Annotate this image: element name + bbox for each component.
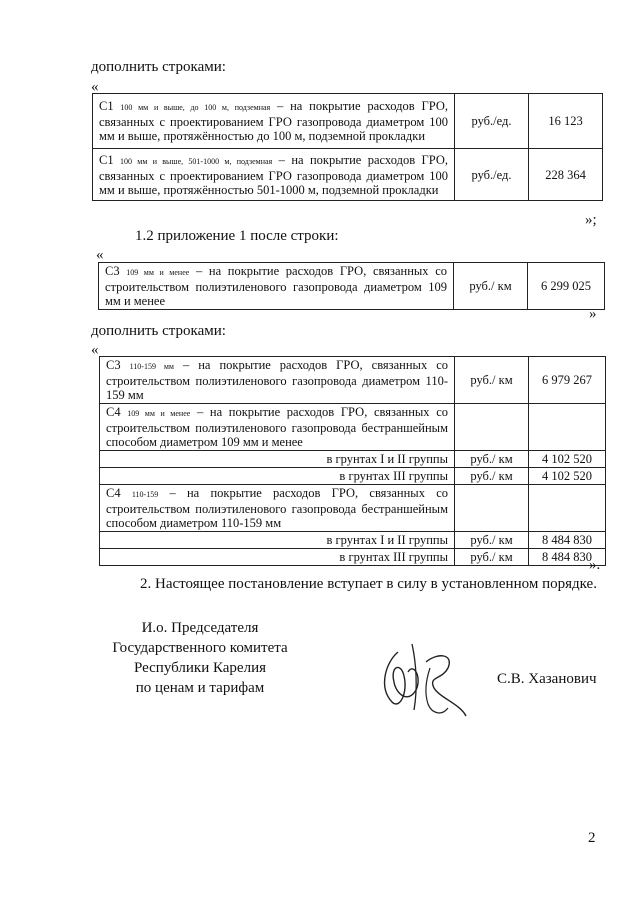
soil-group-label: в грунтах III группы [100,468,455,485]
row-unit: руб./ км [455,451,529,468]
soil-group-label: в грунтах III группы [100,549,455,566]
tariff-table-1 [92,93,603,201]
row-value-empty [529,404,606,451]
soil-group-label: в грунтах I и II группы [100,532,455,549]
row-unit: руб./ км [455,549,529,566]
clause-2: 2. Настоящее постановление вступает в силу в установленном порядке. [140,576,597,592]
row-value: 6 979 267 [529,357,606,404]
tariff-table-2 [98,262,605,310]
row-unit-empty [455,404,529,451]
table-row [100,404,606,451]
signatory-line: по ценам и тарифам [135,680,265,696]
table-row [99,263,605,310]
table-row [100,468,606,485]
handwritten-signature [368,632,478,722]
row-description: С1 100 мм и выше, до 100 м, подземная – на покрытие расходов ГРО, связанных с проектированием ГРО газопровода диаметром 100 мм и выше, протяжённостью до 100 м, подземной прокладки [93,94,455,149]
row-value-empty [529,485,606,532]
row-unit: руб./ед. [455,94,529,149]
signatory-line: Республики Карелия [133,660,267,676]
tariff-table-3 [99,356,606,566]
row-unit: руб./ км [455,532,529,549]
row-value: 8 484 830 [529,532,606,549]
section-heading: 1.2 приложение 1 после строки: [135,228,339,244]
close-quote-2: » [589,306,597,322]
row-value: 6 299 025 [528,263,605,310]
soil-group-label: в грунтах I и II группы [100,451,455,468]
signatory-title [100,618,300,698]
intro-text-3: дополнить строками: [91,323,226,339]
signatory-line: И.о. Председателя [141,620,259,636]
open-quote-3: « [91,342,99,358]
page-number: 2 [588,830,596,846]
close-quote-3: ». [589,557,601,573]
row-value: 16 123 [529,94,603,149]
row-description: С3 110-159 мм – на покрытие расходов ГРО, связанных со строительством полиэтиленового газопровода диаметром 110-159 мм [100,357,455,404]
open-quote-1: « [91,79,99,95]
table-row [93,149,603,201]
row-description: С4 110-159 – на покрытие расходов ГРО, связанных со строительством полиэтиленового газопровода бестраншейным способом диаметром 110-159 мм [100,485,455,532]
signatory-name: С.В. Хазанович [497,671,597,687]
signatory-line: Государственного комитета [112,640,288,656]
open-quote-2: « [96,247,104,263]
table-row [100,532,606,549]
row-value: 4 102 520 [529,451,606,468]
row-description: С4 109 мм и менее – на покрытие расходов ГРО, связанных со строительством полиэтиленового газопровода бестраншейным способом диаметром 109 мм и менее [100,404,455,451]
row-value: 4 102 520 [529,468,606,485]
row-description: С1 100 мм и выше, 501-1000 м, подземная – на покрытие расходов ГРО, связанных с проектированием ГРО газопровода диаметром 100 мм и выше, протяжённостью 501-1000 м, подземной прокладки [93,149,455,201]
table-row [100,451,606,468]
row-unit: руб./ км [455,468,529,485]
table-row [100,485,606,532]
table-row [100,357,606,404]
row-unit: руб./ км [455,357,529,404]
table-row [93,94,603,149]
row-description: С3 109 мм и менее – на покрытие расходов ГРО, связанных со строительством полиэтиленового газопровода диаметром 109 мм и менее [99,263,454,310]
row-value: 228 364 [529,149,603,201]
table-row [100,549,606,566]
close-quote-1: »; [585,212,597,228]
row-unit: руб./ км [454,263,528,310]
row-value: 8 484 830 [529,549,606,566]
row-unit-empty [455,485,529,532]
row-unit: руб./ед. [455,149,529,201]
intro-text-1: дополнить строками: [91,59,226,75]
